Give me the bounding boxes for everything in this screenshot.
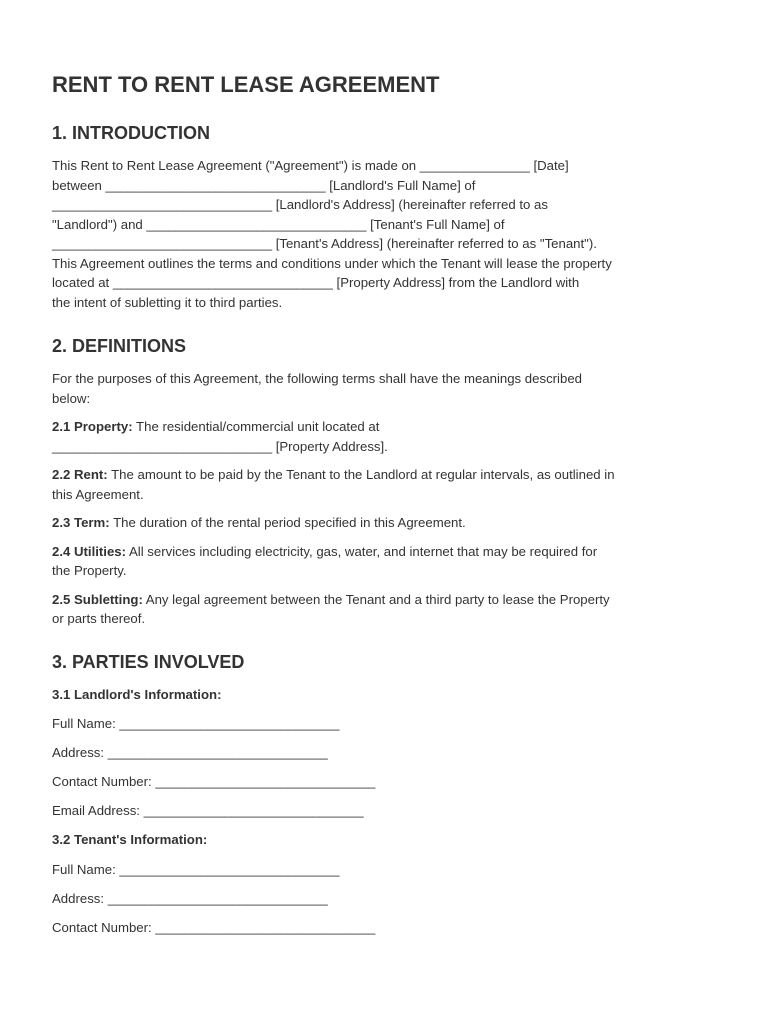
definition-text: The duration of the rental period specified in this Agreement. xyxy=(109,515,466,530)
definition-item-term xyxy=(52,513,718,533)
document-title: RENT TO RENT LEASE AGREEMENT xyxy=(52,72,440,97)
landlord-info-heading: 3.1 Landlord's Information: xyxy=(52,686,222,702)
definition-item-property xyxy=(52,417,718,456)
introduction-paragraph: This Rent to Rent Lease Agreement ("Agreement") is made on _______________ [Date] between ______________________________ [Landlord's Full Name] of ______________________________ [Landlord's Address] (hereinafter referred to as "Landlord") and ______________________________ [Tenant's Full Name] of ______________________________ [Tenant's Address] (hereinafter referred to as "Tenant"). This Agreement outlines the terms and conditions under which the Tenant will lease the property located at ______________________________ [Property Address] from the Landlord with the intent of subletting it to third parties. xyxy=(52,158,612,310)
section-heading-definitions: 2. DEFINITIONS xyxy=(52,336,187,356)
definition-item-utilities xyxy=(52,542,718,581)
landlord-full-name-field: Full Name: ______________________________ xyxy=(52,716,340,731)
definition-item-subletting xyxy=(52,590,718,629)
tenant-info-heading: 3.2 Tenant's Information: xyxy=(52,832,208,847)
definition-term: 2.5 Subletting: xyxy=(52,591,143,607)
definition-text: The residential/commercial unit located at ______________________________ [Property Address]. xyxy=(52,419,388,454)
definition-term: 2.2 Rent: xyxy=(52,467,108,482)
tenant-address-field: Address: ______________________________ xyxy=(52,890,328,906)
landlord-contact-number-field: Contact Number: ______________________________ xyxy=(52,774,376,789)
tenant-full-name-field: Full Name: ______________________________ xyxy=(52,861,340,877)
definition-text: The amount to be paid by the Tenant to the Landlord at regular intervals, as outlined in this Agreement. xyxy=(52,467,615,502)
tenant-contact-number-field: Contact Number: ______________________________ xyxy=(52,919,376,935)
definition-text: All services including electricity, gas, water, and internet that may be required for the Property. xyxy=(52,543,598,578)
definition-term: 2.3 Term: xyxy=(52,515,110,530)
definition-text: Any legal agreement between the Tenant and a third party to lease the Property or parts thereof. xyxy=(52,591,610,626)
landlord-email-field: Email Address: ______________________________ xyxy=(52,803,364,818)
definition-term: 2.1 Property: xyxy=(52,419,133,434)
definitions-intro: For the purposes of this Agreement, the following terms shall have the meanings described below: xyxy=(52,371,582,406)
landlord-address-field: Address: ______________________________ xyxy=(52,745,328,760)
section-heading-introduction: 1. INTRODUCTION xyxy=(52,123,211,143)
section-heading-parties: 3. PARTIES INVOLVED xyxy=(52,651,245,672)
definition-item-rent xyxy=(52,465,718,504)
definition-term: 2.4 Utilities: xyxy=(52,543,127,559)
